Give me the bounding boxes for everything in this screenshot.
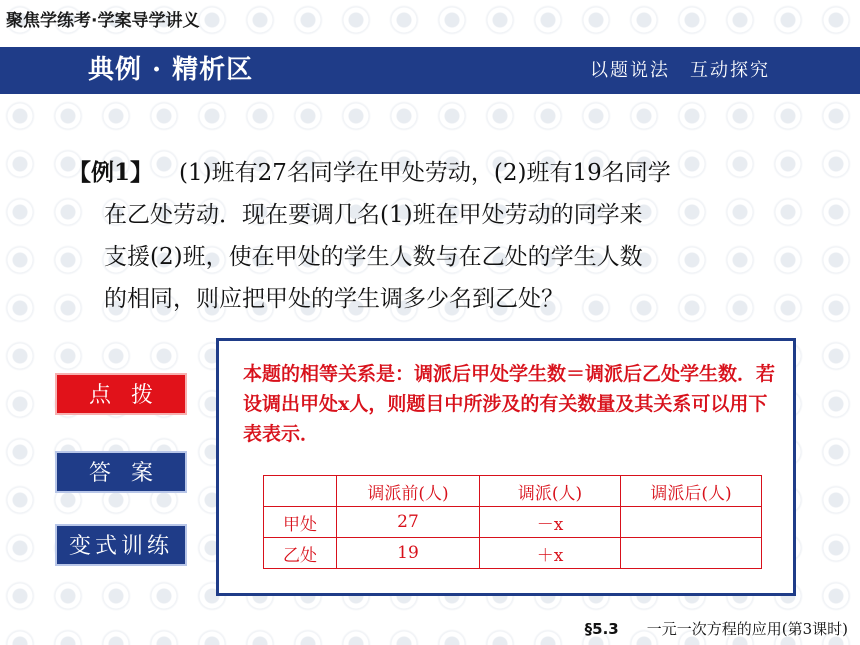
table-header-cell	[264, 476, 337, 507]
table-cell: ＋x	[480, 538, 621, 569]
answer-button[interactable]: 答案	[55, 451, 187, 493]
table-header-cell: 调派前(人)	[337, 476, 480, 507]
table-header-cell: 调派后(人)	[621, 476, 762, 507]
problem-line: 支援(2)班，使在甲处的学生人数与在乙处的学生人数	[104, 244, 643, 270]
example-problem	[68, 152, 808, 320]
section-subtitle: 以题说法 互动探究	[590, 60, 770, 81]
problem-line: 的相同，则应把甲处的学生调多少名到乙处？	[104, 286, 564, 312]
table-header-cell: 调派(人)	[480, 476, 621, 507]
footer-caption	[585, 614, 848, 644]
variant-practice-button[interactable]: 变式训练	[55, 524, 187, 566]
footer-lesson-title: 一元一次方程的应用(第3课时)	[646, 620, 848, 638]
problem-line	[68, 152, 808, 194]
hint-panel	[216, 338, 796, 596]
table-cell: 乙处	[264, 538, 337, 569]
table-cell	[621, 538, 762, 569]
document-title: 聚焦学练考·学案导学讲义	[6, 11, 200, 31]
table-row	[264, 538, 762, 569]
section-title: 典例 · 精析区	[88, 55, 254, 85]
problem-text: (1)班有27名同学在甲处劳动，(2)班有19名同学	[179, 160, 671, 186]
example-tag: 【例1】	[68, 159, 154, 186]
footer-section-number: §5.3	[584, 620, 619, 638]
table-cell: 甲处	[264, 507, 337, 538]
hint-text: 本题的相等关系是：调派后甲处学生数＝调派后乙处学生数．若设调出甲处x人，则题目中所涉及的有关数量及其关系可以用下表表示．	[243, 363, 776, 445]
problem-line: 在乙处劳动．现在要调几名(1)班在甲处劳动的同学来	[104, 202, 643, 228]
hint-table	[263, 475, 762, 569]
table-header-row	[264, 476, 762, 507]
table-row	[264, 507, 762, 538]
table-cell: 19	[337, 538, 480, 569]
section-header-bar	[0, 47, 860, 94]
table-cell: －x	[480, 507, 621, 538]
hint-button[interactable]: 点拨	[55, 373, 187, 415]
table-cell: 27	[337, 507, 480, 538]
table-cell	[621, 507, 762, 538]
